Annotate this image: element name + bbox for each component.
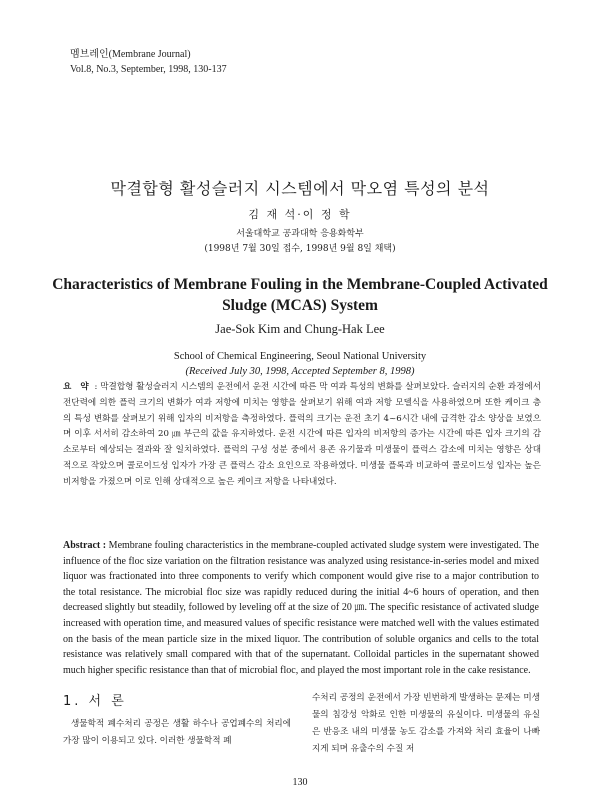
body-text-right: 수처리 공정의 운전에서 가장 빈번하게 발생하는 문제는 미생물의 침강성 악화로 인한 미생물의 유실이다. 미생물의 유실은 반응조 내의 미생물 농도 감소를 가져와 처리 효율이 나빠지게 되며 유출수의 수질 저 [312, 693, 540, 754]
korean-affiliation-block [0, 227, 600, 257]
section-heading: 1. 서 론 [63, 694, 127, 709]
english-abstract-text: Membrane fouling characteristics in the membrane-coupled activated sludge system were investigated. The influence of the floc size variation on the filtration resistance was analyzed using resistance-in-series model and mixed liquor was fractionated into three components to verify which component would give rise to a major contribution to the total resistance. The microbial floc size was rapidly reduced during the initial 4~6 hours of operation, and then decreased slightly but steadily, followed by leveling off at the size of 20 ㎛. The specific resistance of activated sludge increased with operation time, and measured values of specific resistance were matched well with the values estimated on the basis of the mean particle size in the mixed liquor. The contribution of soluble organics and cells to the total resistance was relatively small compared with that of the supernatant. Colloidal particles in the supernatant showed much higher specific resistance than that of microbial floc, and played the most important role in the cake resistance. [63, 540, 539, 676]
english-affiliation: School of Chemical Engineering, Seoul National University [173, 351, 427, 362]
korean-affiliation: 서울대학교 공과대학 응용화학부 [236, 229, 364, 239]
korean-abstract [63, 380, 541, 491]
english-title: Characteristics of Membrane Fouling in the Membrane-Coupled Activated Sludge (MCAS) System [52, 276, 548, 314]
english-abstract-lead: Abstract : [63, 540, 107, 551]
body-text-left: 생물학적 폐수처리 공정은 생활 하수나 공업폐수의 처리에 가장 많이 이용되고 있다. 이러한 생물학적 폐 [63, 719, 291, 746]
journal-volume: Vol.8, No.3, September, 1998, 130-137 [70, 64, 227, 75]
english-authors: Jae-Sok Kim and Chung-Hak Lee [215, 322, 385, 336]
journal-name: 멤브레인(Membrane Journal) [70, 49, 191, 60]
english-abstract [63, 538, 539, 678]
korean-abstract-text: : 막결합형 활성슬러지 시스템의 운전에서 운전 시간에 따른 막 여과 특성의 변화를 살펴보았다. 슬러지의 순환 과정에서 전단력에 의한 플럭 크기의 변화가 여과 저항에 미치는 영향을 살펴보기 위해 여과 저항 모델식을 사용하였으며 또한 케이크 층의 특성 변화를 살펴보기 위해 입자의 비저항을 측정하였다. 플럭의 크기는 운전 초기 4~6시간 내에 급격한 감소 양상을 보였으며 이후 서서히 감소하여 20 ㎛ 부근의 값을 유지하였다. 운전 시간에 따른 입자의 비저항의 증가는 시간에 따른 입자 크기의 감소로부터 예상되는 결과와 잘 일치하였다. 플럭의 구성 성분 중에서 용존 유기물과 미생물이 플럭스 감소에 미치는 영향은 상대적으로 작았으며 콜로이드성 입자가 가장 큰 플럭스 감소 요인으로 작용하였다. 미생물 플록과 비교하여 콜로이드성 입자는 높은 비저항을 가졌으며 이로 인해 상대적으로 높은 케이크 저항을 나타내었다. [63, 382, 541, 487]
korean-authors: 김 재 석·이 정 학 [248, 208, 352, 221]
korean-abstract-lead: 요 약 [63, 382, 92, 392]
english-received: (Received July 30, 1998, Accepted September 8, 1998) [185, 366, 415, 377]
korean-received: (1998년 7월 30일 접수, 1998년 9월 8일 채택) [204, 244, 396, 254]
body-column-right [312, 690, 540, 758]
korean-title: 막결합형 활성슬러지 시스템에서 막오염 특성의 분석 [110, 179, 490, 198]
page-number: 130 [292, 777, 308, 788]
english-affiliation-block [0, 349, 600, 379]
journal-header [70, 47, 227, 77]
body-column-left [63, 716, 291, 750]
